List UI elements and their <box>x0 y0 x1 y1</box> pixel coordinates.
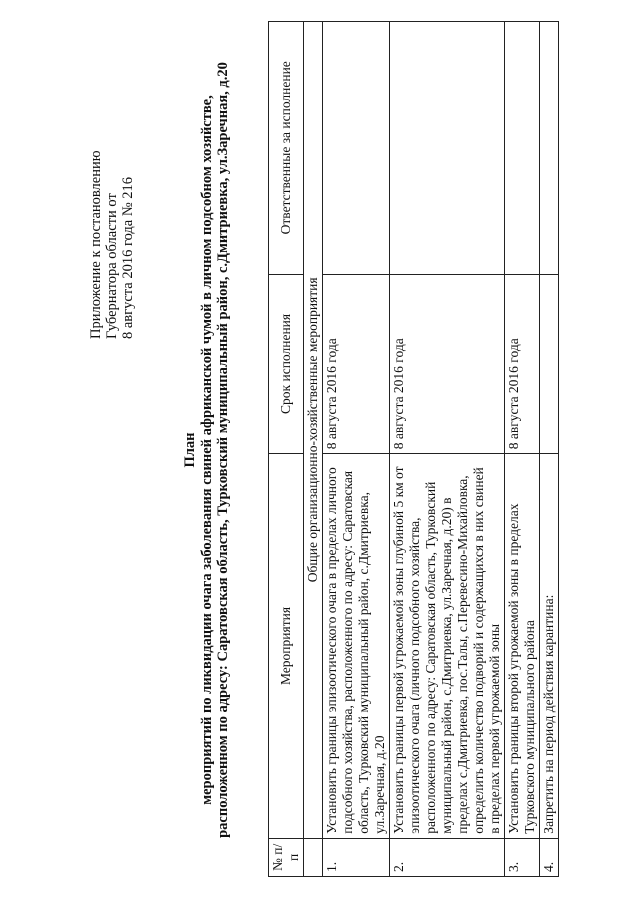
row-responsible <box>540 22 559 275</box>
table-row <box>323 22 390 877</box>
header-activity: Мероприятия <box>269 454 304 838</box>
row-term <box>540 274 559 454</box>
section-row <box>304 22 323 877</box>
plan-heading: План <box>182 432 198 468</box>
header-num: № п/п <box>269 838 304 876</box>
row-responsible <box>505 22 540 275</box>
row-activity: Установить границы второй угрожаемой зоны в пределах Турковского муниципального района <box>505 454 540 838</box>
header-term: Срок исполнения <box>269 274 304 454</box>
row-num: 2. <box>390 838 505 876</box>
table-row <box>505 22 540 877</box>
appendix-note <box>88 39 136 339</box>
row-responsible <box>323 22 390 275</box>
row-activity: Установить границы эпизоотического очага в пределах личного подсобного хозяйства, расположенного по адресу: Саратовская область, Турковский муниципальный район, с.Дмитриевка, ул.Заречная, д.20 <box>323 454 390 838</box>
appendix-line-2: Губернатора области от <box>104 193 120 339</box>
plan-title-line-2: расположенном по адресу: Саратовская область, Турковский муниципальный район, с.Дмитриевка, ул.Заречная, д.20 <box>215 62 231 838</box>
row-num: 1. <box>323 838 390 876</box>
appendix-line-3: 8 августа 2016 года № 216 <box>120 176 136 339</box>
row-activity: Установить границы первой угрожаемой зоны глубиной 5 км от эпизоотического очага (личного подсобного хозяйства, расположенного по адресу: Саратовская область, Турковский муниципальный район, с.Дмитриевка, ул.Заречная, д.20) в пределах с.Дмитриевка, пос.Талы, с.Перевесино-Михайловка, определить количество подворий и содержащихся в них свиней в пределах первой угрожаемой зоны <box>390 454 505 838</box>
row-term: 8 августа 2016 года <box>390 274 505 454</box>
row-activity: Запретить на период действия карантина: <box>540 454 559 838</box>
row-term: 8 августа 2016 года <box>323 274 390 454</box>
section-title: Общие организационно-хозяйственные мероприятия <box>304 22 323 839</box>
plan-title-line-1: мероприятий по ликвидации очага заболевания свиней африканской чумой в личном подсобном хозяйстве, <box>198 95 215 805</box>
table-header-row <box>269 22 304 877</box>
row-num: 4. <box>540 838 559 876</box>
table-row <box>540 22 559 877</box>
row-term: 8 августа 2016 года <box>505 274 540 454</box>
row-num: 3. <box>505 838 540 876</box>
measures-table <box>268 21 559 877</box>
header-responsible: Ответственные за исполнение <box>269 22 304 275</box>
row-responsible <box>390 22 505 275</box>
table-row <box>390 22 505 877</box>
plan-title <box>182 19 232 881</box>
appendix-line-1: Приложение к постановлению <box>88 150 104 339</box>
